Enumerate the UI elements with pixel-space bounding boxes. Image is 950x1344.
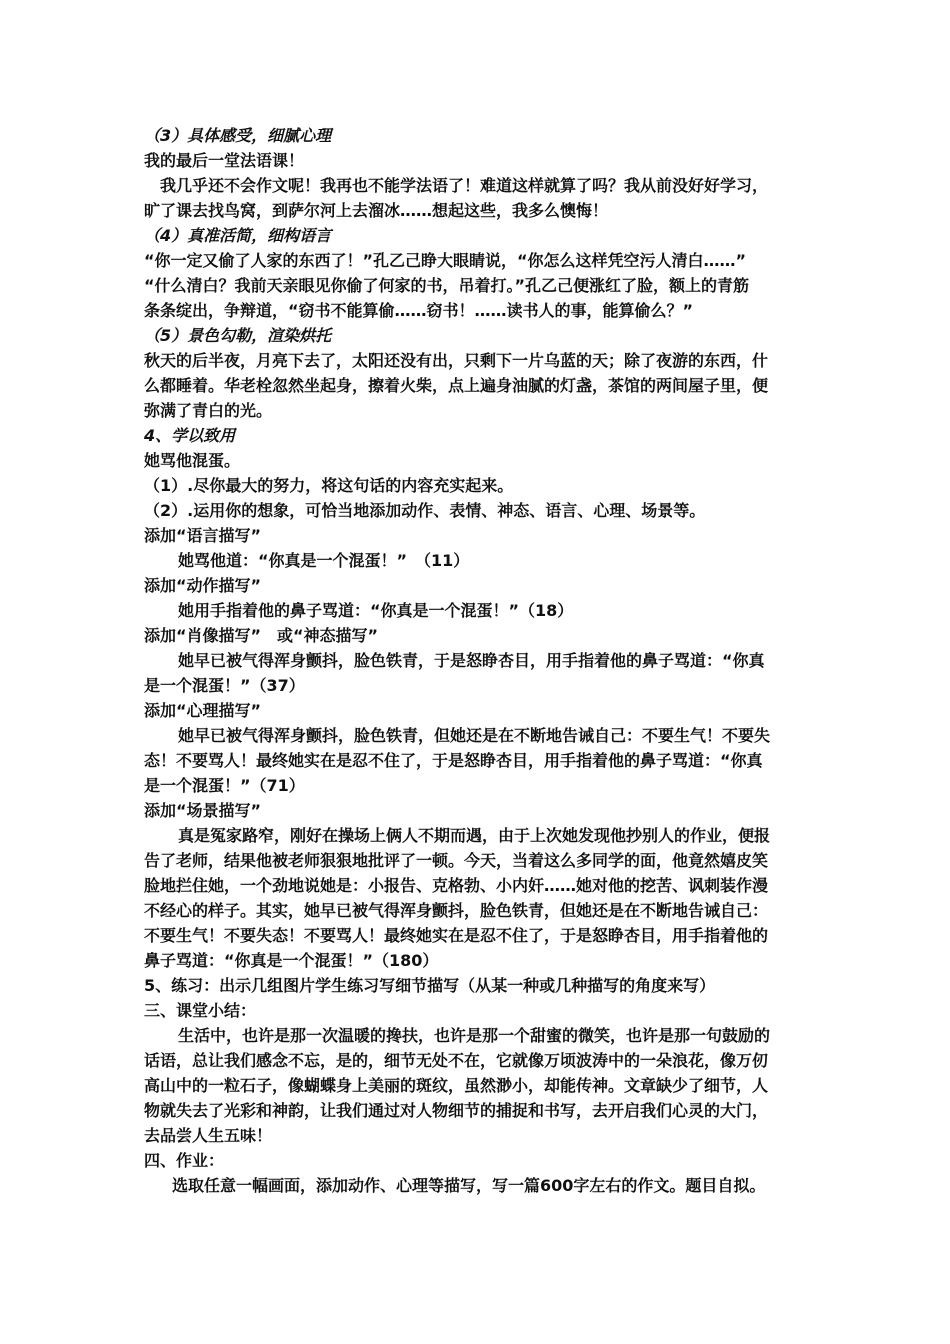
- add-scene-example-line: 真是冤家路窄，刚好在操场上俩人不期而遇，由于上次她发现他抄别人的作业，便报: [178, 826, 771, 845]
- section-4-example-line: 条条绽出，争辩道，“窃书不能算偷……窃书！……读书人的事，能算偷么？”: [144, 301, 694, 320]
- part-4-task: （2）.运用你的想象，可恰当地添加动作、表情、神态、语言、心理、场景等。: [144, 501, 706, 520]
- add-language-example: 她骂他道：“你真是一个混蛋！” （11）: [178, 551, 470, 570]
- section-5-example-line: 弥满了青白的光。: [144, 401, 273, 420]
- section-3-example-line: 我几乎还不会作文呢！我再也不能学法语了！难道这样就算了吗？我从前没好好学习，: [160, 176, 769, 195]
- add-scene-example-line: 脸地拦住她，一个劲地说她是：小报告、克格勃、小内奸……她对他的挖苦、讽刺装作漫: [144, 876, 769, 895]
- section-5-example-line: 秋天的后半夜，月亮下去了，太阳还没有出，只剩下一片乌蓝的天；除了夜游的东西，什: [144, 351, 769, 370]
- section-3-example-line: 旷了课去找鸟窝，到萨尔河上去溜冰……想起这些，我多么懊悔！: [144, 201, 609, 220]
- add-scene-example-line: 告了老师，结果他被老师狠狠地批评了一顿。今天，当着这么多同学的面，他竟然嬉皮笑: [144, 851, 769, 870]
- summary-line: 去品尝人生五味！: [144, 1126, 273, 1145]
- add-psychology-example-line: 是一个混蛋！”（71）: [144, 776, 305, 795]
- summary-line: 物就失去了光彩和神韵，让我们通过对人物细节的捕捉和书写，去开启我们心灵的大门，: [144, 1101, 769, 1120]
- summary-line: 高山中的一粒石子，像蝴蝶身上美丽的斑纹，虽然渺小，却能传神。文章缺少了细节，人: [144, 1076, 769, 1095]
- part-four-heading: 四、作业：: [144, 1151, 225, 1170]
- add-action-label: 添加“动作描写”: [144, 576, 262, 595]
- add-scene-label: 添加“场景描写”: [144, 801, 262, 820]
- summary-line: 话语，总让我们感念不忘，是的，细节无处不在，它就像万顷波涛中的一朵浪花，像万仞: [144, 1051, 769, 1070]
- section-4-example-line: “你一定又偷了人家的东西了！”孔乙己睁大眼睛说，“你怎么这样凭空污人清白……”: [144, 251, 747, 270]
- add-portrait-example-line: 她早已被气得浑身颤抖，脸色铁青，于是怒睁杏目，用手指着他的鼻子骂道：“你真: [178, 651, 765, 670]
- part-5-practice: 5、练习：出示几组图片学生练习写细节描写（从某一种或几种描写的角度来写）: [144, 976, 716, 995]
- add-psychology-example-line: 她早已被气得浑身颤抖，脸色铁青，但她还是在不断地告诫自己：不要生气！不要失: [178, 726, 771, 745]
- section-5-example-line: 么都睡着。华老栓忽然坐起身，擦着火柴，点上遍身油腻的灯盏，茶馆的两间屋子里，便: [144, 376, 769, 395]
- section-5-heading: （5）景色勾勒，渲染烘托: [144, 326, 332, 345]
- summary-line: 生活中，也许是那一次温暖的搀扶，也许是那一个甜蜜的微笑，也许是那一句鼓励的: [178, 1026, 771, 1045]
- add-action-example: 她用手指着他的鼻子骂道：“你真是一个混蛋！”（18）: [178, 601, 574, 620]
- section-3-example-title: 我的最后一堂法语课！: [144, 151, 305, 170]
- document-page: [144, 123, 814, 1198]
- add-language-label: 添加“语言描写”: [144, 526, 262, 545]
- part-three-heading: 三、课堂小结：: [144, 1001, 257, 1020]
- add-psychology-label: 添加“心理描写”: [144, 701, 262, 720]
- add-scene-example-line: 不经心的样子。其实，她早已被气得浑身颤抖，脸色铁青，但她还是在不断地告诫自己：: [144, 901, 769, 920]
- add-portrait-label: 添加“肖像描写” 或“神态描写”: [144, 626, 379, 645]
- section-3-heading: （3）具体感受，细腻心理: [144, 126, 332, 145]
- add-portrait-example-line: 是一个混蛋！”（37）: [144, 676, 305, 695]
- part-4-heading: 4、学以致用: [144, 426, 236, 445]
- homework-text: 选取任意一幅画面，添加动作、心理等描写，写一篇600字左右的作文。题目自拟。: [172, 1176, 766, 1195]
- add-psychology-example-line: 态！不要骂人！最终她实在是忍不住了，于是怒睁杏目，用手指着他的鼻子骂道：“你真: [144, 751, 763, 770]
- part-4-task: （1）.尽你最大的努力，将这句话的内容充实起来。: [144, 476, 514, 495]
- section-4-example-line: “什么清白？我前天亲眼见你偷了何家的书，吊着打。”孔乙己便涨红了脸，额上的青筋: [144, 276, 750, 295]
- part-4-sentence: 她骂他混蛋。: [144, 451, 241, 470]
- add-scene-example-line: 鼻子骂道：“你真是一个混蛋！”（180）: [144, 951, 439, 970]
- add-scene-example-line: 不要生气！不要失态！不要骂人！最终她实在是忍不住了，于是怒睁杏目，用手指着他的: [144, 926, 769, 945]
- section-4-heading: （4）真准活简，细构语言: [144, 226, 332, 245]
